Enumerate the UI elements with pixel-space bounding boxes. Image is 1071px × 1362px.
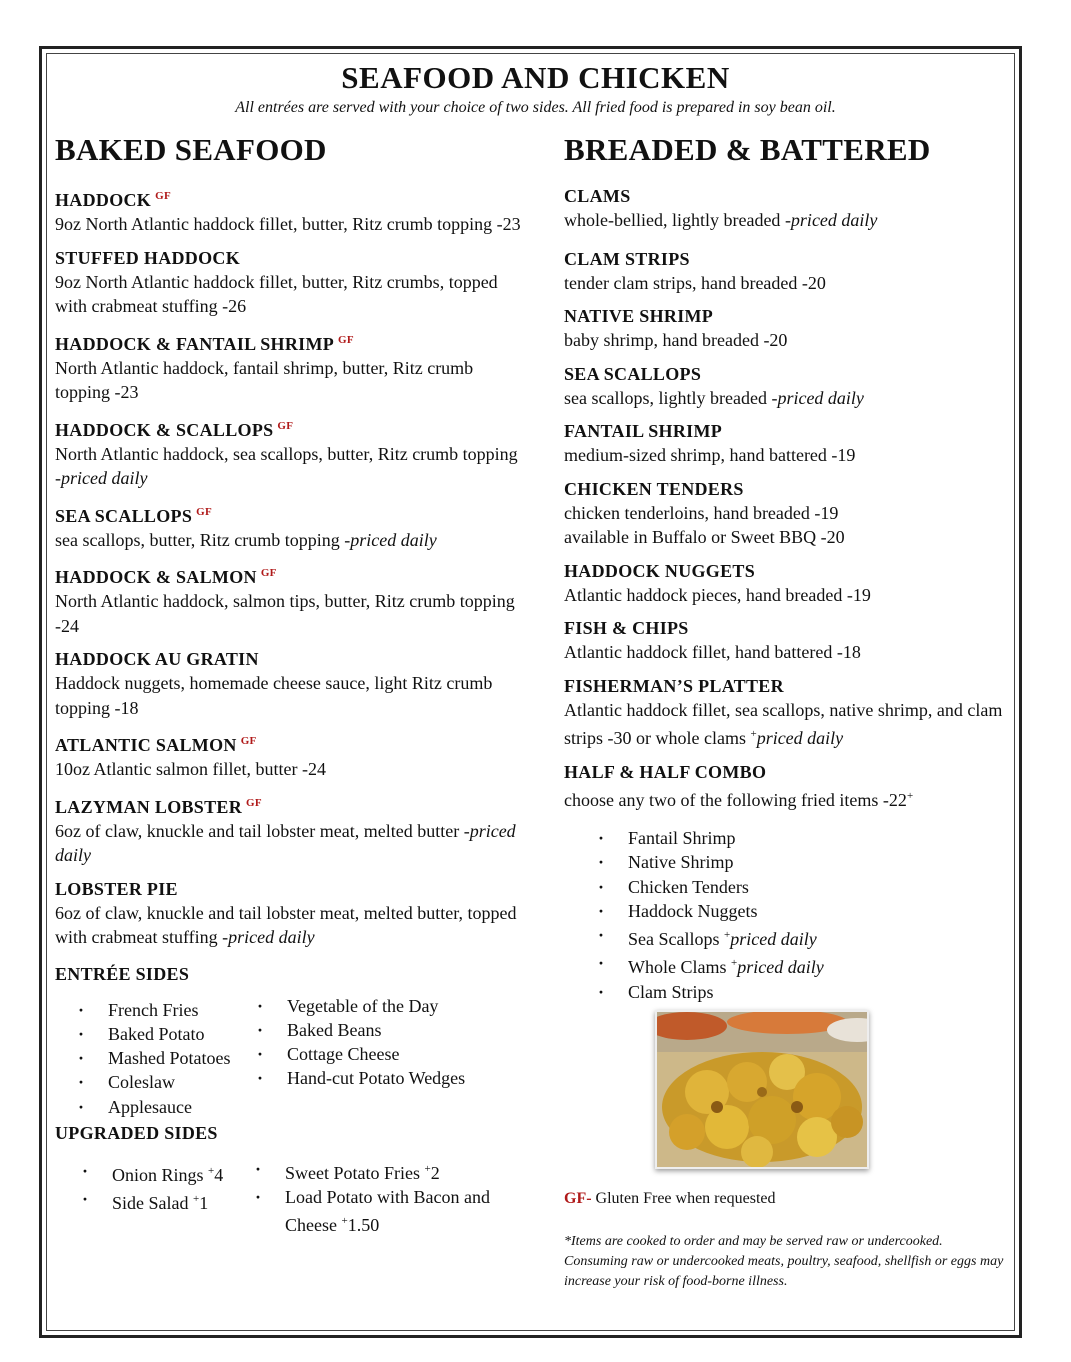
list-item: · Baked Beans	[287, 1018, 477, 1042]
item-price: priced daily	[756, 728, 844, 748]
item-name: CLAMS	[564, 186, 631, 206]
menu-item	[564, 616, 1004, 665]
menu-item	[55, 877, 525, 950]
item-price: -priced daily	[222, 927, 315, 947]
entree-sides-heading: ENTRÉE SIDES	[55, 963, 190, 984]
list-item: · Sea Scallops +priced daily	[628, 923, 1004, 951]
item-desc: sea scallops, butter, Ritz crumb topping	[55, 529, 345, 550]
menu-item	[55, 647, 525, 720]
item-desc: 9oz North Atlantic haddock fillet, butter, Ritz crumb topping -23	[55, 214, 521, 234]
item-name: HADDOCK NUGGETS	[564, 560, 756, 581]
menu-item	[55, 246, 525, 319]
combo-choices-list	[628, 826, 1004, 1004]
disclaimer-text: *Items are cooked to order and may be served raw or undercooked. Consuming raw or undercooked meats, poultry, seafood, shellfish or eggs may increase your risk of food-borne illness.	[564, 1234, 1004, 1289]
item-desc: Atlantic haddock fillet, hand battered -18	[564, 642, 861, 662]
list-item: · Hand-cut Potato Wedges	[287, 1066, 477, 1090]
item-desc: Haddock nuggets, homemade cheese sauce, light Ritz crumb topping -18	[55, 673, 493, 718]
baked-seafood-heading: BAKED SEAFOOD	[55, 132, 327, 167]
item-name: FISHERMAN’S PLATTER	[564, 675, 784, 696]
menu-item	[564, 362, 1004, 411]
item-desc: medium-sized shrimp, hand battered -19	[564, 445, 856, 465]
list-item: · Fantail Shrimp	[628, 826, 1004, 850]
item-desc: whole-bellied, lightly breaded	[564, 210, 785, 230]
item-name: ATLANTIC SALMON	[55, 735, 237, 755]
menu-item	[55, 184, 525, 237]
upgraded-sides-lists	[55, 1157, 525, 1237]
item-name: LOBSTER PIE	[55, 878, 178, 899]
menu-item	[55, 414, 525, 491]
item-name: HADDOCK & FANTAIL SHRIMP	[55, 333, 335, 354]
item-desc: North Atlantic haddock, sea scallops, butter, Ritz crumb topping	[55, 443, 518, 464]
gf-badge: GF	[260, 567, 277, 579]
entree-sides-list-1	[108, 998, 230, 1119]
item-name: HADDOCK AU GRATIN	[55, 649, 259, 669]
menu-item	[55, 729, 525, 782]
gf-legend: GF- Gluten Free when requested	[564, 1190, 776, 1207]
item-name: FISH & CHIPS	[564, 618, 689, 638]
gf-badge: GF	[196, 505, 213, 518]
item-name: HADDOCK & SCALLOPS	[55, 419, 274, 440]
baked-seafood-column	[55, 130, 525, 1237]
gf-badge: GF	[246, 796, 262, 809]
item-name: HALF & HALF COMBO	[564, 761, 767, 782]
item-desc: 6oz of claw, knuckle and tail lobster meat, melted butter	[55, 820, 464, 841]
item-name: CLAM STRIPS	[564, 248, 690, 269]
menu-item	[564, 559, 1004, 608]
list-item: · Coleslaw	[108, 1070, 230, 1094]
list-item: · Mashed Potatoes	[108, 1046, 230, 1070]
menu-item: FISHERMAN’S PLATTER Atlantic haddock fillet, sea scallops, native shrimp, and clam strips -30 or whole clams +priced daily	[564, 675, 1003, 748]
item-name: HADDOCK	[55, 190, 152, 210]
entree-sides-lists	[55, 994, 525, 1117]
menu-item	[564, 419, 1004, 468]
list-item: · Chicken Tenders	[628, 875, 1004, 899]
upgraded-sides-heading: UPGRADED SIDES	[55, 1122, 218, 1143]
list-item: · Native Shrimp	[628, 850, 1004, 874]
item-desc: chicken tenderloins, hand breaded -19	[564, 502, 839, 523]
item-name: HADDOCK & SALMON	[55, 567, 257, 587]
list-item: · Haddock Nuggets	[628, 899, 1004, 923]
upgraded-sides-list-2	[285, 1157, 495, 1238]
item-name: NATIVE SHRIMP	[564, 306, 714, 326]
item-name: SEA SCALLOPS	[55, 505, 193, 526]
item-desc: baby shrimp, hand breaded -20	[564, 330, 788, 350]
list-item: · Vegetable of the Day	[287, 994, 477, 1018]
item-desc: North Atlantic haddock, fantail shrimp, butter, Ritz crumb topping -23	[55, 357, 474, 402]
gf-badge: GF	[338, 333, 354, 346]
breaded-battered-heading: BREADED & BATTERED	[564, 132, 931, 167]
item-desc-extra: available in Buffalo or Sweet BBQ -20	[564, 527, 845, 547]
menu-item	[564, 477, 1004, 550]
item-desc: tender clam strips, hand breaded -20	[564, 272, 826, 293]
breaded-battered-column	[564, 130, 1004, 1004]
list-item: · Applesauce	[108, 1095, 230, 1119]
item-name: LAZYMAN LOBSTER	[55, 796, 243, 817]
fried-seafood-photo	[655, 1010, 869, 1169]
item-desc: Atlantic haddock pieces, hand breaded -19	[564, 584, 871, 605]
upgraded-sides-list-1	[112, 1159, 223, 1216]
list-item: · Side Salad +1	[112, 1187, 223, 1215]
item-price: -priced daily	[784, 210, 878, 230]
list-item: · Load Potato with Bacon and Cheese +1.50	[285, 1185, 495, 1238]
entree-sides-list-2	[287, 994, 477, 1091]
list-item: · French Fries	[108, 998, 230, 1022]
list-item: · Clam Strips	[628, 980, 1004, 1004]
page-subtitle: All entrées are served with your choice of two sides. All fried food is prepared in soy bean oil.	[235, 99, 836, 116]
item-desc: sea scallops, lightly breaded	[564, 387, 772, 408]
item-desc: North Atlantic haddock, salmon tips, butter, Ritz crumb topping -24	[55, 591, 515, 636]
menu-item	[564, 184, 1004, 233]
item-name: CHICKEN TENDERS	[564, 478, 744, 499]
menu-item	[55, 791, 525, 868]
item-desc: 10oz Atlantic salmon fillet, butter -24	[55, 759, 326, 779]
gf-badge: GF	[277, 419, 294, 432]
item-desc: 9oz North Atlantic haddock fillet, butter, Ritz crumbs, topped with crabmeat stuffing -26	[55, 271, 498, 316]
menu-item	[55, 328, 525, 405]
menu-item	[55, 561, 525, 638]
gf-badge: GF	[240, 735, 257, 747]
item-price: -priced daily	[344, 529, 437, 550]
list-item: · Onion Rings +4	[112, 1159, 223, 1187]
list-item: · Whole Clams +priced daily	[628, 951, 1004, 979]
menu-item	[55, 500, 525, 553]
item-name: STUFFED HADDOCK	[55, 247, 241, 268]
item-desc: Atlantic haddock fillet, sea scallops, native shrimp, and clam strips -30 or whole clams	[564, 699, 1003, 748]
menu-item	[564, 304, 1004, 353]
item-price: -priced daily	[771, 387, 864, 408]
item-price: -priced daily	[55, 820, 516, 865]
list-item: · Cottage Cheese	[287, 1042, 477, 1066]
item-name: SEA SCALLOPS	[564, 363, 702, 384]
list-item: · Sweet Potato Fries +2	[285, 1157, 495, 1185]
list-item: · Baked Potato	[108, 1022, 230, 1046]
menu-item	[564, 247, 1004, 296]
item-desc: choose any two of the following fried items -22	[564, 789, 907, 810]
item-price: -priced daily	[55, 468, 148, 488]
page-title: SEAFOOD AND CHICKEN	[341, 60, 730, 95]
item-desc: 6oz of claw, knuckle and tail lobster meat, melted butter, topped with crabmeat stuffing	[55, 902, 517, 947]
gf-badge: GF	[155, 190, 171, 202]
menu-item: HALF & HALF COMBO choose any two of the following fried items -22+	[564, 760, 1004, 813]
item-name: FANTAIL SHRIMP	[564, 421, 723, 441]
